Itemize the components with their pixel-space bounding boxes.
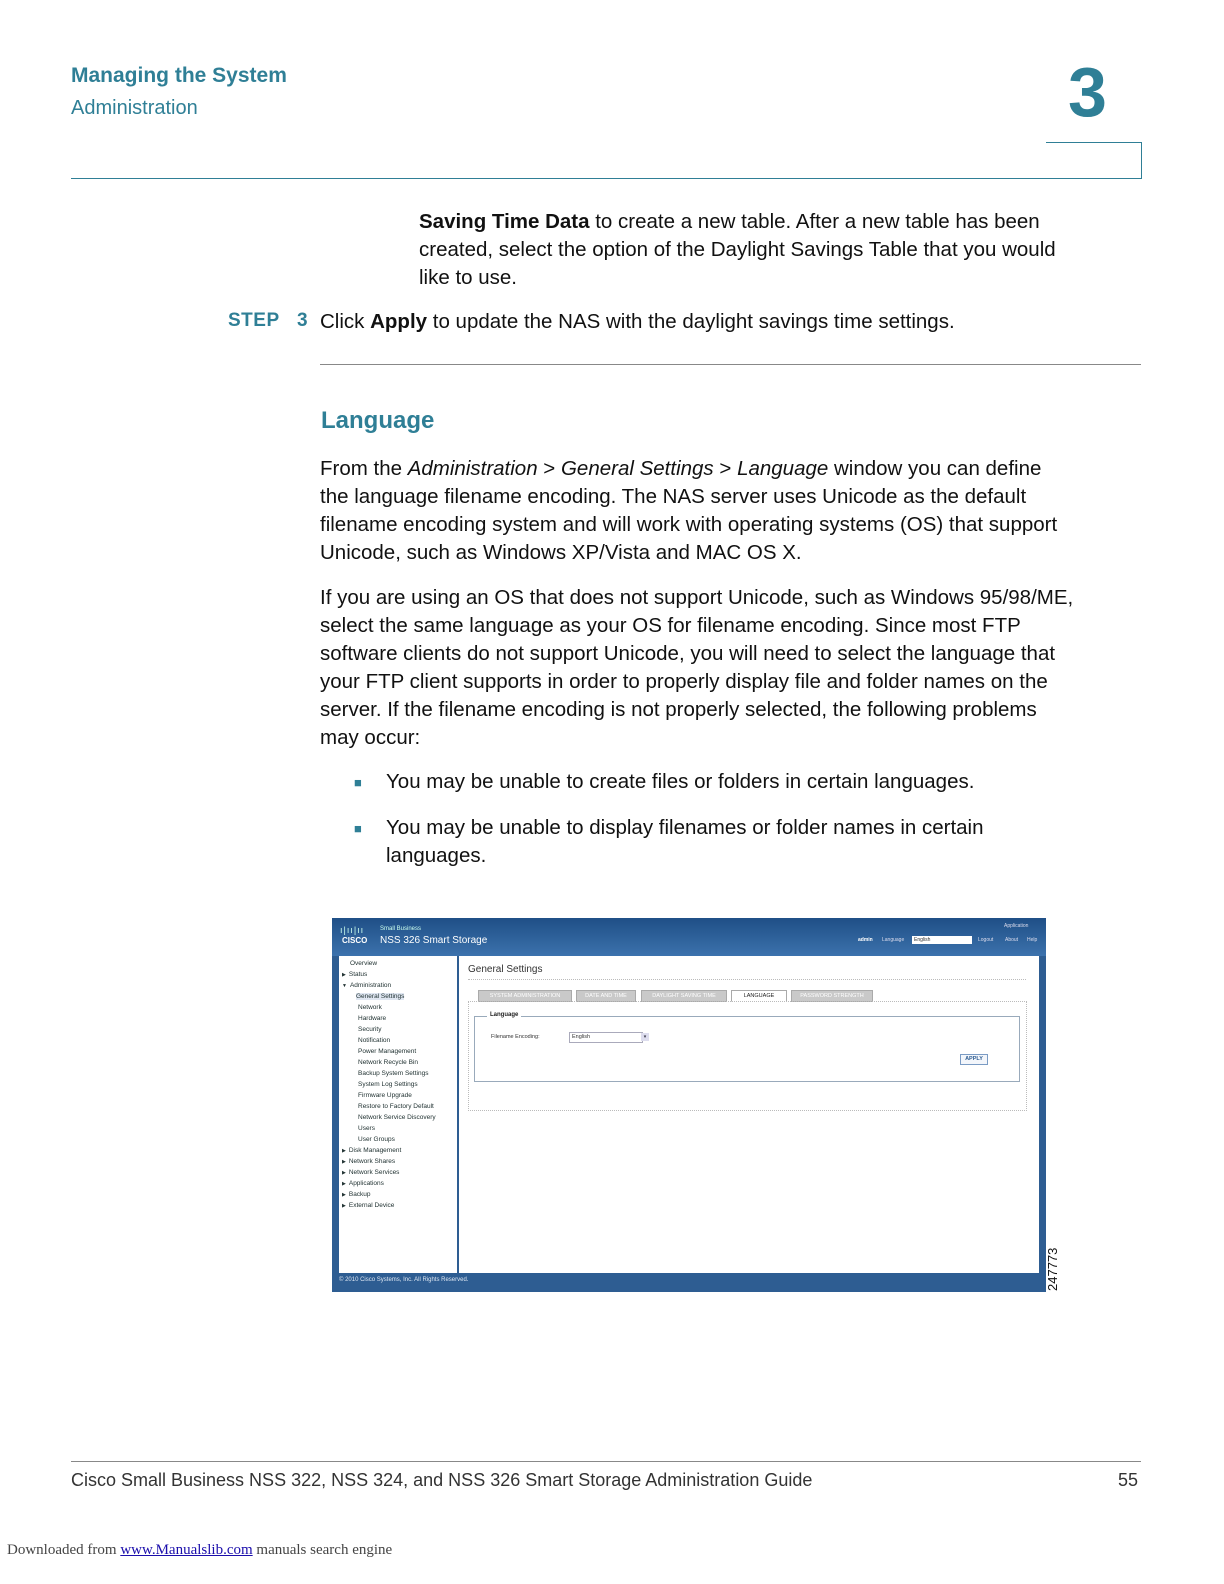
chapter-number: 3 bbox=[1068, 53, 1107, 131]
nav-restore-defaults[interactable]: Restore to Factory Default bbox=[358, 1103, 434, 1110]
intro-bold: Saving Time Data bbox=[419, 210, 590, 233]
step3-text bbox=[320, 308, 1140, 336]
nav-power-management[interactable]: Power Management bbox=[358, 1048, 417, 1055]
p1-rest: window you can define bbox=[828, 457, 1042, 480]
bullet-2-line2: languages. bbox=[386, 844, 487, 867]
intro-line1: to create a new table. After a new table has been bbox=[589, 210, 1040, 233]
nas-body bbox=[339, 956, 1039, 1273]
chapter-title: Managing the System bbox=[71, 64, 287, 87]
manualslib-link[interactable]: www.Manualslib.com bbox=[120, 1542, 253, 1558]
language-select[interactable]: English bbox=[912, 936, 972, 944]
section-separator bbox=[320, 364, 1141, 365]
fieldset-legend: Language bbox=[487, 1012, 521, 1018]
footer-guide-title: Cisco Small Business NSS 322, NSS 324, and NSS 326 Smart Storage Administration Guide bbox=[71, 1470, 813, 1490]
apply-button[interactable]: APPLY bbox=[960, 1054, 988, 1065]
nav-users[interactable]: Users bbox=[358, 1125, 375, 1132]
filename-encoding-label: Filename Encoding: bbox=[491, 1034, 540, 1040]
intro-line3: like to use. bbox=[419, 266, 517, 289]
step3-bold: Apply bbox=[370, 310, 428, 333]
language-paragraph-2 bbox=[320, 584, 1150, 752]
header-rule bbox=[71, 178, 1141, 179]
nas-screenshot bbox=[332, 918, 1046, 1292]
p2-line4: your FTP client supports in order to properly display file and folder names on the bbox=[320, 670, 1048, 693]
user-name: admin bbox=[858, 937, 873, 943]
nas-header bbox=[332, 918, 1046, 956]
nav-backup-system-settings[interactable]: Backup System Settings bbox=[358, 1070, 429, 1077]
intro-line2: created, select the option of the Daylight Savings Table that you would bbox=[419, 238, 1056, 261]
language-heading: Language bbox=[321, 407, 435, 434]
step-label bbox=[228, 310, 308, 332]
p2-line5: server. If the filename encoding is not properly selected, the following problems bbox=[320, 698, 1037, 721]
tab-password-strength[interactable]: PASSWORD STRENGTH bbox=[791, 990, 873, 1002]
bullet-marker: ■ bbox=[354, 775, 362, 790]
bullet-1: You may be unable to create files or folders in certain languages. bbox=[386, 770, 975, 793]
p1-path-2: General Settings bbox=[560, 457, 714, 480]
p2-line1: If you are using an OS that does not support Unicode, such as Windows 95/98/ME, bbox=[320, 586, 1074, 609]
nav-external-device[interactable]: ▶ External Device bbox=[342, 1202, 395, 1209]
nav-security[interactable]: Security bbox=[358, 1026, 382, 1033]
step3-rest: to update the NAS with the daylight savings time settings. bbox=[427, 310, 955, 333]
p1-line4: Unicode, such as Windows XP/Vista and MAC OS X. bbox=[320, 541, 802, 564]
nav-network-services[interactable]: ▶ Network Services bbox=[342, 1169, 400, 1176]
cisco-logo-bars-icon: ı|ıı|ıı bbox=[340, 925, 365, 935]
nav-sidebar bbox=[339, 956, 459, 1273]
nav-administration[interactable]: ▼ Administration bbox=[342, 982, 392, 989]
footer-rule bbox=[71, 1461, 1141, 1462]
cisco-logo: CISCO bbox=[342, 936, 368, 945]
download-note bbox=[7, 1542, 392, 1559]
p1-line3: filename encoding system and will work with operating systems (OS) that support bbox=[320, 513, 1058, 536]
page-title: General Settings bbox=[468, 964, 543, 975]
logout-link[interactable]: Logout bbox=[978, 937, 994, 943]
p1-sep-1: > bbox=[537, 457, 561, 480]
nav-overview[interactable]: Overview bbox=[350, 960, 378, 967]
bullet-marker: ■ bbox=[354, 821, 362, 836]
bullet-2-line1: You may be unable to display filenames or folder names in certain bbox=[386, 816, 984, 839]
p1-line2: the language filename encoding. The NAS server uses Unicode as the default bbox=[320, 485, 1027, 508]
nas-copyright: © 2010 Cisco Systems, Inc. All Rights Reserved. bbox=[339, 1277, 469, 1283]
tab-date-time[interactable]: DATE AND TIME bbox=[576, 990, 636, 1002]
bullet-2 bbox=[386, 814, 1126, 870]
language-paragraph-1 bbox=[320, 455, 1150, 567]
nav-general-settings[interactable]: General Settings bbox=[356, 993, 405, 1000]
product-name: NSS 326 Smart Storage bbox=[380, 935, 488, 946]
p1-path-3: Language bbox=[737, 457, 829, 480]
page-number: 55 bbox=[1118, 1470, 1139, 1490]
tab-language[interactable]: LANGUAGE bbox=[731, 990, 787, 1002]
p1-from: From the bbox=[320, 457, 408, 480]
download-suffix: manuals search engine bbox=[252, 1542, 393, 1558]
step-number: 3 bbox=[296, 310, 309, 331]
section-subtitle: Administration bbox=[71, 97, 198, 119]
language-label: Language bbox=[882, 937, 905, 943]
step-word: STEP bbox=[228, 310, 280, 331]
nav-user-groups[interactable]: User Groups bbox=[358, 1136, 395, 1143]
nav-backup[interactable]: ▶ Backup bbox=[342, 1191, 371, 1198]
nav-applications[interactable]: ▶ Applications bbox=[342, 1180, 384, 1187]
title-rule bbox=[468, 979, 1026, 980]
filename-encoding-select[interactable]: English bbox=[569, 1032, 643, 1043]
p2-line6: may occur: bbox=[320, 726, 421, 749]
application-menu[interactable]: Application bbox=[1004, 923, 1029, 929]
p2-line2: select the same language as your OS for filename encoding. Since most FTP bbox=[320, 614, 1021, 637]
step3-prefix: Click bbox=[320, 310, 371, 333]
figure-id: 247773 bbox=[1045, 1247, 1060, 1291]
download-prefix: Downloaded from bbox=[7, 1542, 121, 1558]
nav-notification[interactable]: Notification bbox=[358, 1037, 391, 1044]
nav-status[interactable]: ▶ Status bbox=[342, 971, 368, 978]
help-link[interactable]: Help bbox=[1027, 937, 1038, 943]
p1-path-1: Administration bbox=[407, 457, 538, 480]
about-link[interactable]: About bbox=[1005, 937, 1019, 943]
nav-network-shares[interactable]: ▶ Network Shares bbox=[342, 1158, 396, 1165]
nav-system-log[interactable]: System Log Settings bbox=[358, 1081, 418, 1088]
nav-disk-management[interactable]: ▶ Disk Management bbox=[342, 1147, 402, 1154]
nav-service-discovery[interactable]: Network Service Discovery bbox=[358, 1114, 436, 1121]
brand-small: Small Business bbox=[380, 926, 422, 932]
nav-firmware-upgrade[interactable]: Firmware Upgrade bbox=[358, 1092, 412, 1099]
intro-paragraph bbox=[419, 208, 1139, 292]
p2-line3: software clients do not support Unicode, you will need to select the language that bbox=[320, 642, 1056, 665]
language-fieldset bbox=[474, 1016, 1020, 1082]
tab-system-administration[interactable]: SYSTEM ADMINISTRATION bbox=[478, 990, 572, 1002]
chapter-tab-box bbox=[1046, 142, 1142, 179]
nav-recycle-bin[interactable]: Network Recycle Bin bbox=[358, 1059, 418, 1066]
p1-sep-2: > bbox=[713, 457, 738, 480]
tab-daylight-saving[interactable]: DAYLIGHT SAVING TIME bbox=[641, 990, 727, 1002]
nav-hardware[interactable]: Hardware bbox=[358, 1015, 387, 1022]
chevron-down-icon[interactable]: ▾ bbox=[641, 1033, 649, 1041]
nav-network[interactable]: Network bbox=[358, 1004, 382, 1011]
